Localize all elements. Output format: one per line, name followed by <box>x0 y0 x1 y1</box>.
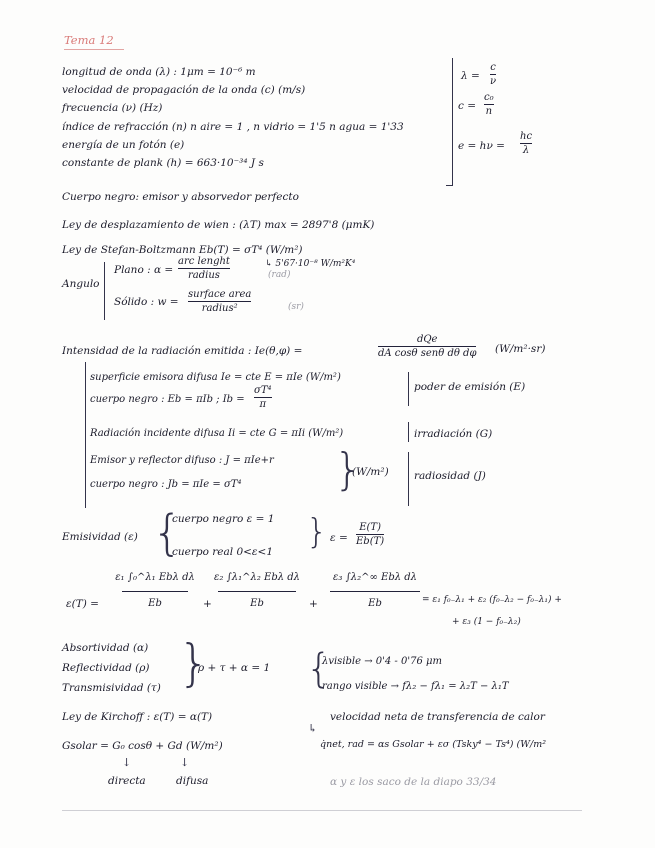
line-stefan-boltzmann: Ley de Stefan-Boltzmann Eb(T) = σT⁴ (W/m²) <box>62 244 303 256</box>
numerator: ε₂ ∫λ₁^λ₂ Ebλ dλ <box>214 572 300 583</box>
line-black-body: Cuerpo negro: emisor y absorvedor perfecto <box>62 191 299 203</box>
line-transmissivity: Transmisividad (τ) <box>62 682 161 694</box>
line-absorptivity: Absortividad (α) <box>62 642 149 654</box>
plus-2: + <box>309 598 318 610</box>
eT-term2 <box>214 572 300 609</box>
denominator: radius² <box>201 303 238 314</box>
plus-1: + <box>203 598 212 610</box>
label-solido: Sólido : w = <box>114 296 179 308</box>
line-incident-radiation: Radiación incidente difusa Ii = cte G = πIi (W/m²) <box>90 428 344 439</box>
radiosity-unit: (W/m²) <box>352 466 389 478</box>
label-emission-power: poder de emisión (E) <box>414 381 526 393</box>
irradiation-divider <box>408 422 409 442</box>
intensity-unit: (W/m²·sr) <box>495 343 546 355</box>
black-body-fraction <box>254 385 272 410</box>
direct-arrow: ↓ <box>122 756 132 769</box>
label-radiosity: radiosidad (J) <box>414 470 486 482</box>
emission-divider <box>408 372 409 406</box>
line-qnet: q̇net, rad = αs Gsolar + εσ (Tsky⁴ − Ts⁴) (W/m² <box>320 739 547 750</box>
emissivity-close-brace: } <box>306 512 328 552</box>
label-angulo: Angulo <box>62 278 100 290</box>
formula-divider <box>452 58 453 186</box>
denominator: Eb(T) <box>356 536 385 547</box>
numerator: ε₃ ∫λ₂^∞ Ebλ dλ <box>333 572 417 583</box>
visible-brace: { <box>306 646 332 692</box>
line-intensity: Intensidad de la radiación emitida : Ie(θ,φ) = <box>62 345 303 357</box>
numerator: c₀ <box>484 92 494 103</box>
bottom-rule <box>62 810 582 811</box>
eT-term3 <box>330 572 420 609</box>
line-ideal-body: cuerpo negro ε = 1 <box>172 513 275 525</box>
line-reflectivity: Reflectividad (ρ) <box>62 662 150 674</box>
numerator: ε₁ ∫₀^λ₁ Ebλ dλ <box>115 572 195 583</box>
emissivity-eq-label: ε = <box>330 532 348 544</box>
denominator: Eb <box>250 598 264 609</box>
line-net-transfer: velocidad neta de transferencia de calor <box>330 711 545 723</box>
line-wien: Ley de desplazamiento de wien : (λT) max = 2897'8 (μmK) <box>62 219 375 231</box>
denominator: Eb <box>148 598 162 609</box>
line-kirchoff: Ley de Kirchoff : ε(T) = α(T) <box>62 711 213 723</box>
angulo-divider <box>104 262 105 320</box>
footnote: α y ε los saco de la diapo 33/34 <box>330 776 497 788</box>
formula-lambda-fraction <box>490 62 496 87</box>
denominator: λ <box>522 145 530 156</box>
line-black-body-emission: cuerpo negro : Eb = πIb ; Ib = <box>90 394 245 405</box>
label-diffuse: difusa <box>176 775 209 787</box>
line-sum-rule: ρ + τ + α = 1 <box>198 662 271 674</box>
diffuse-arrow: ↓ <box>180 756 190 769</box>
plano-unit: (rad) <box>268 270 291 280</box>
radiosity-brace: } <box>334 444 362 495</box>
line-velocity: velocidad de propagación de la onda (c) (m/s) <box>62 84 306 96</box>
denominator: Eb <box>368 598 382 609</box>
line-gsolar: Gsolar = G₀ cosθ + Gd (W/m²) <box>62 740 223 752</box>
label-direct: directa <box>108 775 146 787</box>
emissivity-fraction <box>356 522 384 547</box>
line-wavelength: longitud de onda (λ) : 1μm = 10⁻⁶ m <box>62 66 256 78</box>
line-visible-range: rango visible → fλ₂ − fλ₁ = λ₂T − λ₁T <box>322 681 509 692</box>
line-frequency: frecuencia (ν) (Hz) <box>62 102 163 114</box>
line-black-body-radiosity: cuerpo negro : Jb = πIe = σT⁴ <box>90 479 242 490</box>
numerator: arc lenght <box>178 256 230 267</box>
intensity-divider <box>85 362 86 508</box>
numerator: c <box>490 62 496 73</box>
numerator: E(T) <box>359 522 381 533</box>
plano-fraction <box>178 256 230 281</box>
formula-lambda-label: λ = <box>461 70 480 82</box>
line-refraction: índice de refracción (n) n aire = 1 , n vidrio = 1'5 n agua = 1'33 <box>62 121 404 133</box>
intensity-fraction <box>378 334 476 359</box>
title-underline <box>64 49 124 50</box>
formula-c-label: c = <box>458 100 477 112</box>
line-diffuse-surface: superficie emisora difusa Ie = cte E = πIe (W/m²) <box>90 372 341 383</box>
denominator: n <box>485 106 493 117</box>
formula-e-label: e = hν = <box>458 140 505 152</box>
stefan-constant: ↳ 5'67·10⁻⁸ W/m²K⁴ <box>265 259 356 269</box>
label-plano: Plano : α = <box>114 264 174 276</box>
page-title: Tema 12 <box>64 33 114 47</box>
eT-result-line1: = ε₁ f₀₋λ₁ + ε₂ (f₀₋λ₂ − f₀₋λ₁) + <box>422 595 562 605</box>
formula-divider-foot <box>446 185 453 186</box>
line-emitter-reflector: Emisor y reflector difuso : J = πIe+r <box>90 455 274 466</box>
numerator: hc <box>520 131 533 142</box>
label-emissivity: Emisividad (ε) <box>62 531 138 543</box>
line-photon-energy: energía de un fotón (e) <box>62 139 185 151</box>
solido-unit: (sr) <box>288 302 304 312</box>
emissivity-brace: { <box>152 505 183 561</box>
radiosity-divider <box>408 452 409 506</box>
eT-label: ε(T) = <box>66 598 99 610</box>
denominator: radius <box>188 270 220 281</box>
solido-fraction <box>188 289 251 314</box>
line-visible: λvisible → 0'4 - 0'76 μm <box>322 656 442 667</box>
net-transfer-arrow: ↳ <box>308 722 318 735</box>
formula-e-fraction <box>520 131 532 156</box>
formula-c-fraction <box>484 92 494 117</box>
line-planck: constante de plank (h) = 663·10⁻³⁴ J s <box>62 157 264 169</box>
label-irradiation: irradiación (G) <box>414 428 493 440</box>
line-real-body: cuerpo real 0<ε<1 <box>172 546 274 558</box>
eT-term1 <box>115 572 195 609</box>
denominator: ν <box>490 76 497 87</box>
eT-result-line2: + ε₃ (1 − f₀₋λ₂) <box>452 617 521 627</box>
numerator: dQe <box>416 334 438 345</box>
denominator: π <box>259 399 267 410</box>
numerator: surface area <box>188 289 252 300</box>
denominator: dA cosθ senθ dθ dφ <box>378 348 477 359</box>
properties-brace: } <box>178 634 210 692</box>
numerator: σT⁴ <box>254 385 272 396</box>
